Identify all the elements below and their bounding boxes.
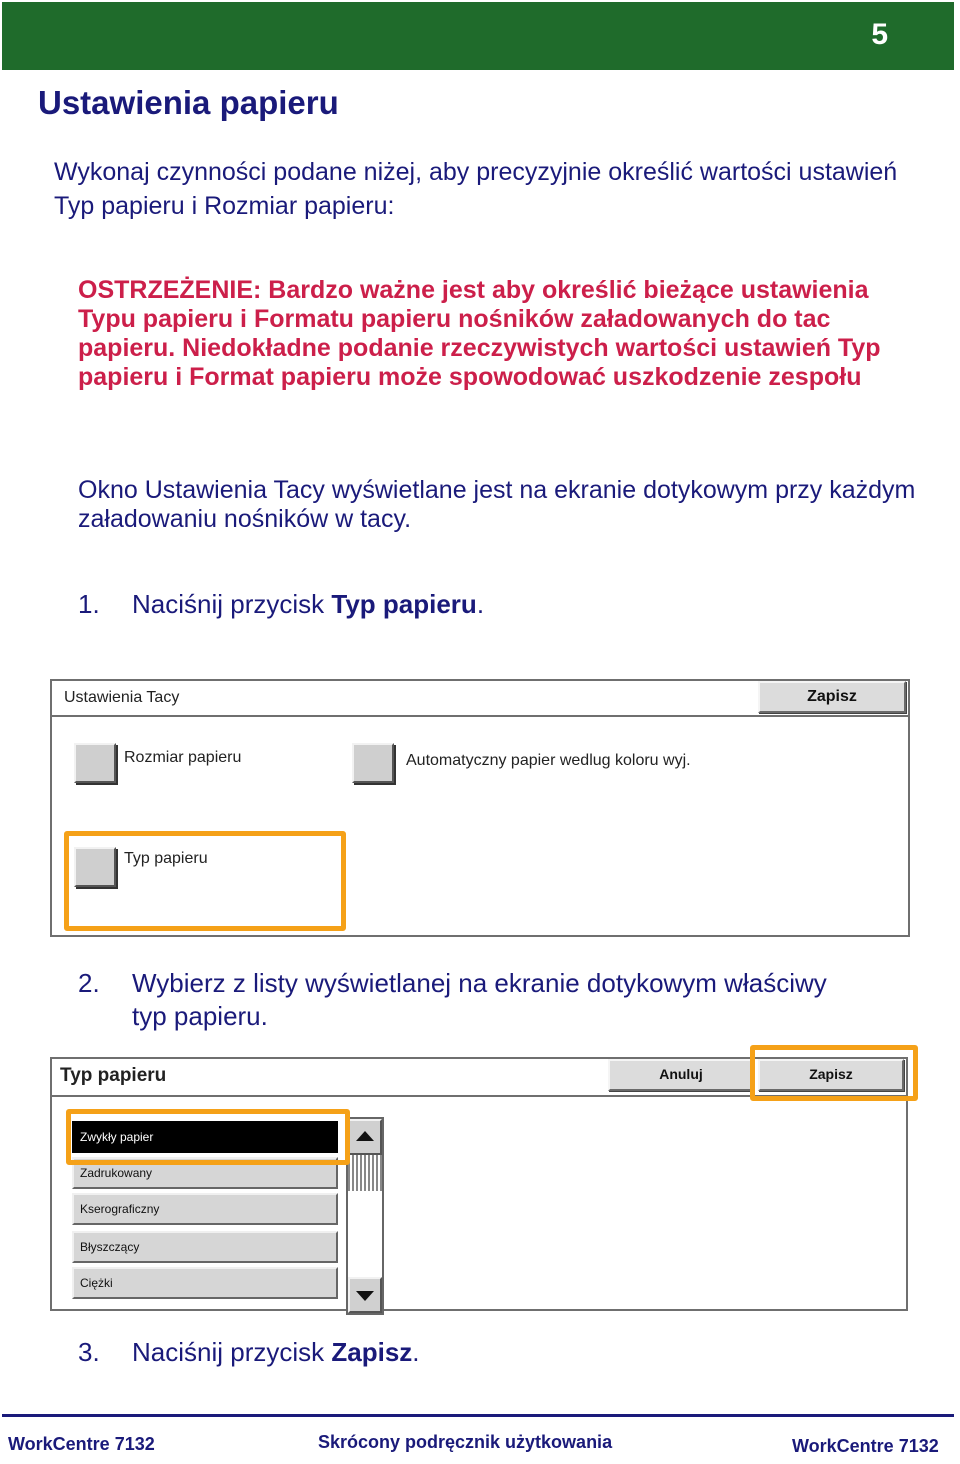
paper-size-label: Rozmiar papieru [124,749,242,766]
highlight-paper-type [64,831,346,931]
step-text-plain: Naciśnij przycisk [132,589,332,619]
cancel-button[interactable]: Anuluj [608,1059,754,1091]
list-item[interactable]: Zwykły papier [72,1121,338,1153]
step-text-bold: Zapisz [331,1337,413,1367]
screen-header [52,681,908,717]
step-number: 3. [78,1337,100,1367]
scroll-up-button[interactable] [348,1119,382,1155]
footer-left: WorkCentre 7132 [8,1434,155,1454]
step-text-bold: Typ papieru [331,589,477,619]
screen-title: Typ papieru [60,1065,167,1086]
list-item[interactable]: Kserograficzny [72,1193,338,1225]
paper-type-label: Typ papieru [124,850,208,867]
step-text-end: . [412,1337,420,1367]
auto-paper-button[interactable] [352,743,394,783]
list-item[interactable]: Zadrukowany [72,1157,338,1189]
arrow-up-icon [350,1121,380,1153]
scroll-track [348,1155,382,1191]
arrow-down-icon [350,1279,380,1311]
step-text: Wybierz z listy wyświetlanej na ekranie dotykowym właściwy typ papieru. [132,968,827,1031]
step-text-plain: Naciśnij przycisk [132,1337,332,1367]
save-button[interactable]: Zapisz [758,1059,904,1091]
page-header-bar [2,2,954,70]
page-title: Ustawienia papieru [38,84,339,121]
list-item[interactable]: Ciężki [72,1267,338,1299]
scroll-down-button[interactable] [348,1277,382,1313]
auto-paper-label: Automatyczny papier wedlug koloru wyj. [406,752,691,769]
save-button[interactable]: Zapisz [758,681,906,713]
footer-center: Skrócony podręcznik użytkowania [318,1432,613,1452]
intro-text: Wykonaj czynności podane niżej, aby precyzyjnie określić wartości ustawień Typ papieru i Rozmiar papieru: [54,158,898,220]
step-text [132,588,852,621]
footer-divider [2,1414,954,1417]
list-scrollbar[interactable] [346,1117,384,1315]
info-text: Okno Ustawienia Tacy wyświetlane jest na ekranie dotykowym przy każdym załadowaniu nośników w tacy. [78,476,916,533]
highlight-selected-item [66,1109,350,1165]
page-number: 5 [871,18,888,51]
step-number: 2. [78,968,100,998]
step-text [132,1336,852,1369]
screen-title: Ustawienia Tacy [64,689,180,706]
footer-right: WorkCentre 7132 [792,1436,939,1456]
tray-settings-screen [50,679,910,937]
warning-text: OSTRZEŻENIE: Bardzo ważne jest aby określić bieżące ustawienia Typu papieru i Formatu papieru nośników załadowanych do tac papieru. Niedokładne podanie rzeczywistych wartości ustawień Typ papieru i Format papieru może spowodować uszkodzenie zespołu [78,276,881,391]
step-number: 1. [78,589,100,619]
step-text-end: . [476,589,485,619]
paper-size-button[interactable] [74,743,116,783]
list-item[interactable]: Błyszczący [72,1231,338,1263]
highlight-save-button [750,1045,918,1101]
